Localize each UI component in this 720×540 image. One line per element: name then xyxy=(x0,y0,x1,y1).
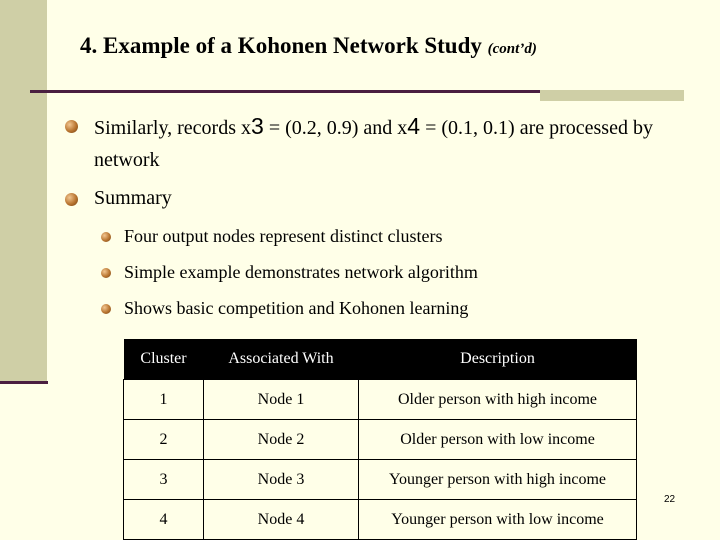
cell-description: Younger person with low income xyxy=(359,500,637,540)
sub-bullet-item: Simple example demonstrates network algorithm xyxy=(124,262,478,282)
left-decorative-bar xyxy=(0,0,47,383)
cell-description: Younger person with high income xyxy=(359,460,637,500)
table-row xyxy=(124,380,637,420)
sub-bullet-item: Four output nodes represent distinct clusters xyxy=(124,226,443,246)
header-associated-with: Associated With xyxy=(204,339,359,380)
sub-bullet-item: Shows basic competition and Kohonen learning xyxy=(124,298,469,318)
cell-cluster: 1 xyxy=(124,380,204,420)
left-decorative-line xyxy=(0,381,48,384)
cell-description: Older person with low income xyxy=(359,420,637,460)
title-main: 4. Example of a Kohonen Network Study xyxy=(80,33,482,58)
cell-node: Node 4 xyxy=(204,500,359,540)
table-header-row xyxy=(124,339,637,380)
bullet-text-part: = (0.2, 0.9) and x xyxy=(263,117,408,139)
sub-bullet-icon xyxy=(101,232,111,242)
record-number: 4 xyxy=(407,113,421,139)
bullet-icon xyxy=(65,120,78,133)
cell-node: Node 1 xyxy=(204,380,359,420)
sub-bullet-icon xyxy=(101,268,111,278)
bullet-icon xyxy=(65,193,78,206)
table-row xyxy=(124,460,637,500)
table-row xyxy=(124,500,637,540)
bullet-text-part: Similarly, records x xyxy=(94,117,252,139)
record-number: 3 xyxy=(251,113,264,139)
page-number: 22 xyxy=(664,494,676,505)
header-description: Description xyxy=(359,339,637,380)
header-cluster: Cluster xyxy=(124,339,204,380)
cell-node: Node 3 xyxy=(204,460,359,500)
cell-cluster: 4 xyxy=(124,500,204,540)
cluster-table xyxy=(123,339,637,540)
bullet-text-part: = (0.1, 0.1) are processed by network xyxy=(94,117,653,171)
bullet-summary: Summary xyxy=(94,187,172,209)
title-divider-accent xyxy=(540,90,684,101)
sub-bullet-icon xyxy=(101,304,111,314)
cell-cluster: 2 xyxy=(124,420,204,460)
cell-description: Older person with high income xyxy=(359,380,637,420)
slide-title xyxy=(80,33,537,59)
bullet-records-processed xyxy=(94,110,704,176)
table-row xyxy=(124,420,637,460)
cell-cluster: 3 xyxy=(124,460,204,500)
cell-node: Node 2 xyxy=(204,420,359,460)
title-suffix: (cont’d) xyxy=(487,41,537,57)
